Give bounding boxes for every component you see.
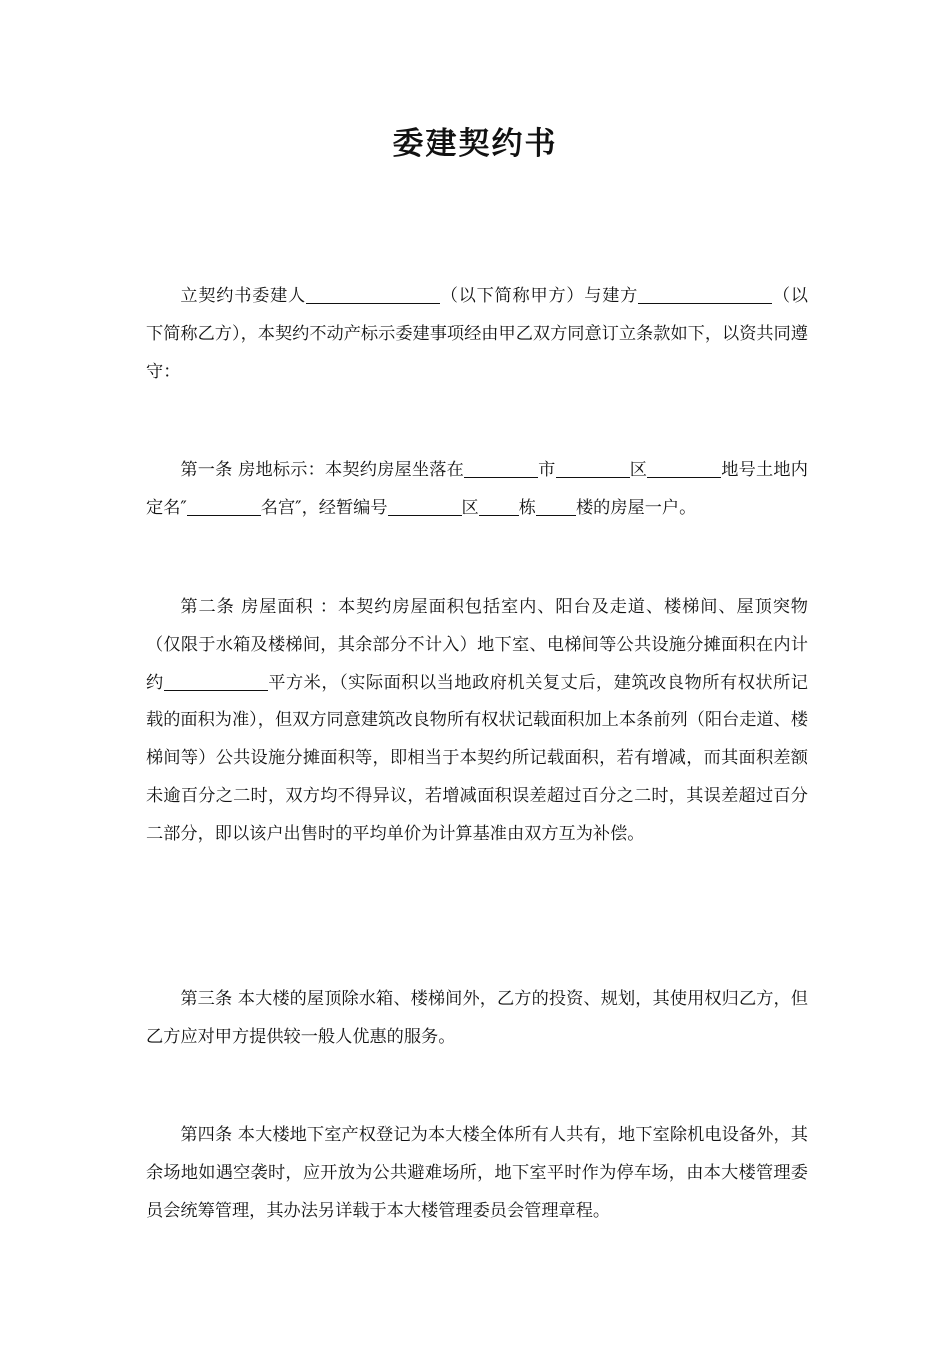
blank-temp-district[interactable] bbox=[388, 498, 462, 516]
blank-building-name[interactable] bbox=[187, 498, 261, 516]
blank-block[interactable] bbox=[479, 498, 519, 516]
blank-city[interactable] bbox=[464, 460, 538, 478]
article-4-paragraph: 第四条 本大楼地下室产权登记为本大楼全体所有人共有，地下室除机电设备外，其余场地如遇空袭时，应开放为公共避难场所，地下室平时作为停车场，由本大楼管理委员会统筹管理，其办法另详载于本大楼管理委员会管理章程。 bbox=[146, 1125, 808, 1221]
blank-lot-number[interactable] bbox=[647, 460, 721, 478]
article-3-paragraph: 第三条 本大楼的屋顶除水箱、楼梯间外，乙方的投资、规划，其使用权归乙方，但乙方应对甲方提供较一般人优惠的服务。 bbox=[146, 989, 808, 1047]
article-1-paragraph: 第一条 房地标示：本契约房屋坐落在 市 区 地号土地内定名″ 名宫″，经暂编号 区 栋 楼的房屋一户。 bbox=[146, 460, 808, 518]
blank-area[interactable] bbox=[164, 672, 268, 690]
article-2-paragraph: 第二条 房屋面积 ：本契约房屋面积包括室内、阳台及走道、楼梯间、屋顶突物（仅限于水箱及楼梯间，其余部分不计入）地下室、电梯间等公共设施分摊面积在内计约 平方米，（实际面积以当地政府机关复丈后，建筑改良物所有权状所记载的面积为准），但双方同意建筑改良物所有权状记载面积加上本条前列（阳台走道、楼梯间等）公共设施分摊面积等，即相当于本契约所记载面积，若有增减，而其面积差额未逾百分之二时，双方均不得异议，若增减面积误差超过百分之二时，其误差超过百分二部分，即以该户出售时的平均单价为计算基准由双方互为补偿。 bbox=[146, 597, 808, 844]
document-title: 委建契约书 bbox=[392, 126, 558, 162]
blank-floor[interactable] bbox=[536, 498, 576, 516]
blank-principal[interactable] bbox=[306, 286, 440, 304]
blank-district[interactable] bbox=[556, 460, 630, 478]
preamble-paragraph: 立契约书委建人 （以下简称甲方）与建方 （以下简称乙方），本契约不动产标示委建事项经由甲乙双方同意订立条款如下，以资共同遵守： bbox=[146, 286, 808, 382]
blank-builder[interactable] bbox=[638, 286, 772, 304]
